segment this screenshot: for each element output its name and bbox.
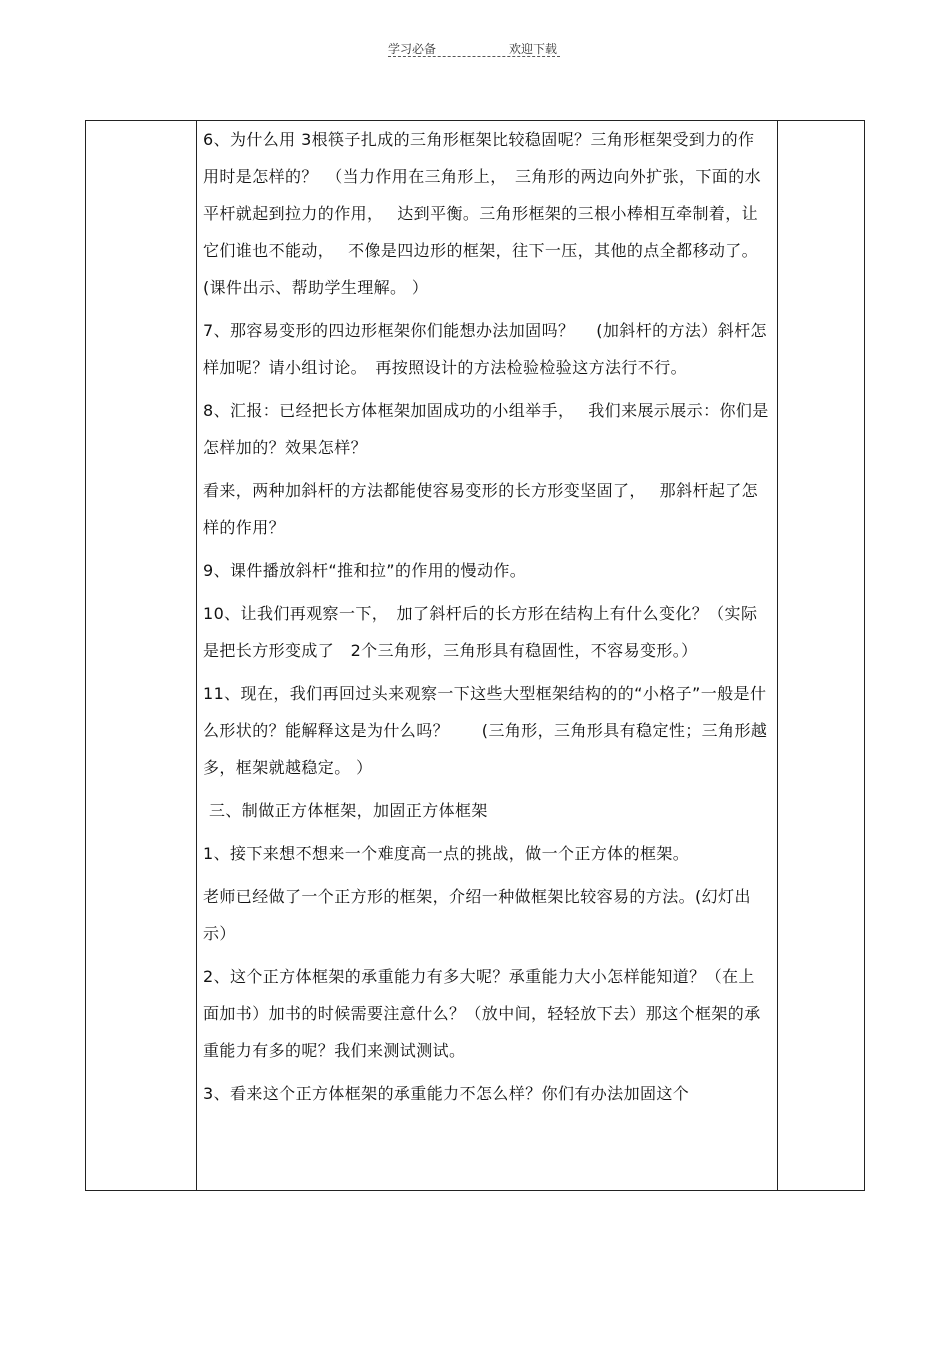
paragraph-10: 10、让我们再观察一下， 加了斜杆后的长方形在结构上有什么变化？（实际是把长方形变成了 2个三角形，三角形具有稳固性，不容易变形。） bbox=[203, 604, 758, 660]
page-header bbox=[0, 40, 950, 60]
table-row bbox=[86, 121, 865, 1191]
paragraph-6: 6、为什么用 3根筷子扎成的三角形框架比较稳固呢？三角形框架受到力的作用时是怎样的？ （当力作用在三角形上， 三角形的两边向外扩张，下面的水平杆就起到拉力的作用， 达到平衡。三角形框架的三根小棒相互牵制着，让它们谁也不能动， 不像是四边形的框架，往下一压，其他的点全都移动了。 (课件出示、帮助学生理解。 ） bbox=[203, 130, 767, 297]
right-column-cell bbox=[778, 121, 865, 1191]
left-column-cell bbox=[86, 121, 197, 1191]
paragraph-9: 9、课件播放斜杆“推和拉”的作用的慢动作。 bbox=[203, 561, 527, 580]
paragraph-step-3: 3、看来这个正方体框架的承重能力不怎么样？你们有办法加固这个 bbox=[203, 1084, 690, 1103]
lesson-table bbox=[85, 120, 865, 1191]
paragraph-teacher-method: 老师已经做了一个正方形的框架，介绍一种做框架比较容易的方法。(幻灯出示） bbox=[203, 887, 751, 943]
paragraph-7: 7、那容易变形的四边形框架你们能想办法加固吗？ (加斜杆的方法）斜杆怎样加呢？请小组讨论。 再按照设计的方法检验检验这方法行不行。 bbox=[203, 321, 767, 377]
paragraph-observation: 看来，两种加斜杆的方法都能使容易变形的长方形变坚固了， 那斜杆起了怎样的作用？ bbox=[203, 481, 759, 537]
paragraph-11: 11、现在，我们再回过头来观察一下这些大型框架结构的的“小格子”一般是什么形状的？能解释这是为什么吗？ (三角形，三角形具有稳定性；三角形越多，框架就越稳定。 ） bbox=[203, 684, 768, 777]
header-rule bbox=[388, 56, 560, 57]
header-right-text: 欢迎下载 bbox=[509, 42, 558, 56]
header-left-text: 学习必备 bbox=[388, 42, 437, 56]
paragraph-step-2: 2、这个正方体框架的承重能力有多大呢？承重能力大小怎样能知道？（在上面加书）加书的时候需要注意什么？（放中间，轻轻放下去）那这个框架的承重能力有多的呢？我们来测试测试。 bbox=[203, 967, 761, 1060]
content-cell bbox=[197, 121, 778, 1191]
lesson-content bbox=[197, 121, 777, 1112]
paragraph-8: 8、汇报：已经把长方体框架加固成功的小组举手， 我们来展示展示：你们是怎样加的？效果怎样？ bbox=[203, 401, 769, 457]
section-heading-3: 三、制做正方体框架，加固正方体框架 bbox=[209, 801, 488, 820]
paragraph-step-1: 1、接下来想不想来一个难度高一点的挑战，做一个正方体的框架。 bbox=[203, 844, 690, 863]
